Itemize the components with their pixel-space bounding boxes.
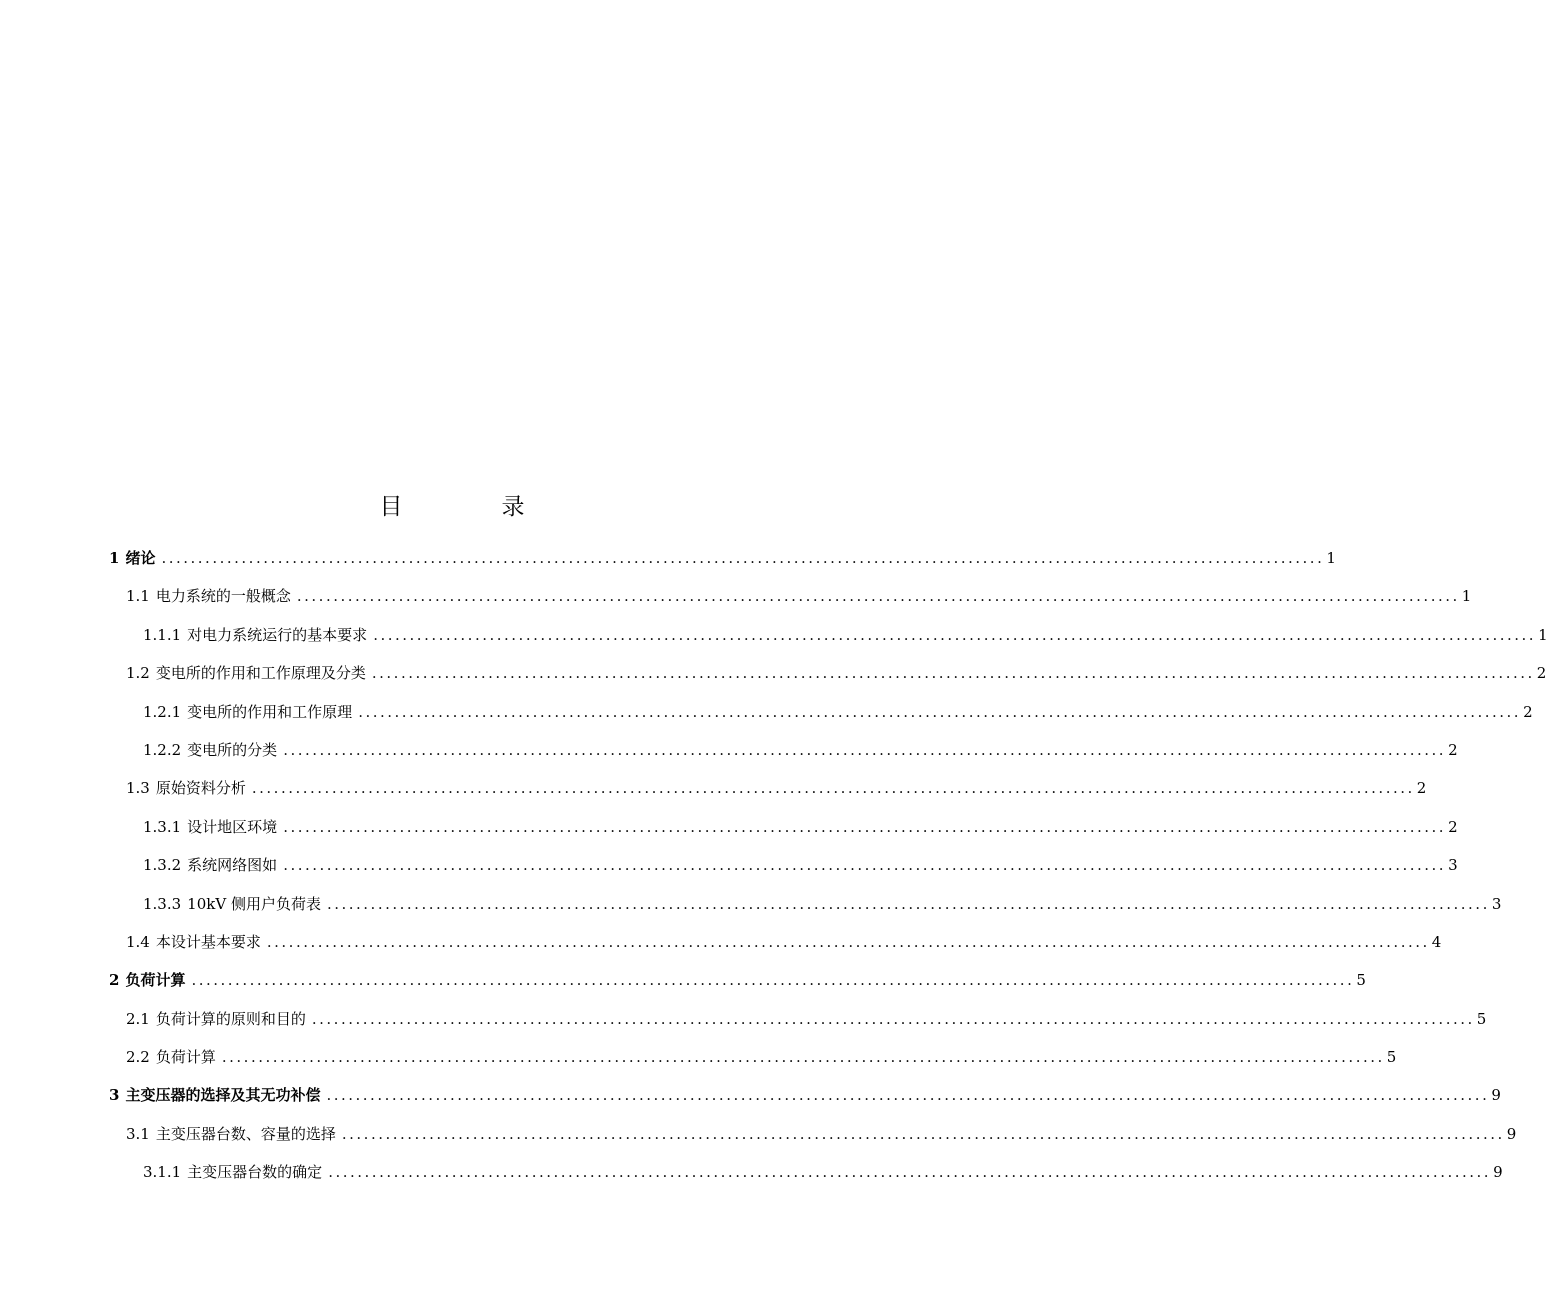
toc-dot-leader: ................................................................................................................................................................ (296, 587, 1460, 606)
toc-entry-title: 本设计基本要求 (155, 932, 261, 951)
toc-entry-page-number: 1 (1461, 587, 1472, 606)
toc-entry-number: 1.2 (126, 664, 150, 683)
toc-entry[interactable] (126, 769, 1427, 807)
toc-entry-page-number: 2 (1416, 779, 1427, 798)
toc-entry-number: 1.3.3 (143, 894, 182, 913)
toc-entry[interactable] (126, 923, 1442, 961)
toc-entry-page-number: 1 (1326, 549, 1336, 567)
toc-dot-leader: ................................................................................................................................................................ (283, 740, 1447, 759)
toc-entry-page-number: 2 (1523, 702, 1533, 721)
table-of-contents (0, 539, 1548, 1192)
page-title: 目 录 (379, 494, 563, 520)
toc-entry[interactable] (126, 1038, 1397, 1076)
toc-entry-title: 变电所的作用和工作原理 (187, 702, 353, 721)
toc-entry-number: 1.4 (126, 932, 150, 951)
toc-entry-title: 系统网络图如 (187, 856, 278, 875)
toc-entry[interactable] (126, 654, 1547, 692)
toc-entry-page-number: 2 (1536, 664, 1547, 683)
toc-entry-page-number: 9 (1491, 1086, 1501, 1105)
toc-entry[interactable] (143, 731, 1458, 769)
toc-dot-leader: ................................................................................................................................................................ (161, 549, 1325, 567)
toc-entry-title: 设计地区环境 (187, 817, 278, 836)
toc-dot-leader: ................................................................................................................................................................ (251, 779, 1415, 798)
toc-entry-title: 绪论 (125, 549, 156, 567)
toc-entry[interactable] (126, 1115, 1517, 1153)
toc-entry-number: 1.3.2 (143, 856, 182, 875)
toc-entry-title: 对电力系统运行的基本要求 (187, 625, 368, 644)
toc-entry-page-number: 2 (1448, 817, 1458, 836)
toc-entry[interactable] (109, 1076, 1501, 1114)
toc-entry-title: 电力系统的一般概念 (155, 587, 291, 606)
toc-dot-leader: ................................................................................................................................................................ (358, 702, 1522, 721)
toc-entry-page-number: 5 (1356, 971, 1366, 990)
toc-entry-page-number: 9 (1493, 1163, 1503, 1182)
toc-entry-page-number: 5 (1386, 1048, 1397, 1067)
toc-entry-page-number: 2 (1448, 740, 1458, 759)
toc-entry[interactable] (126, 577, 1472, 615)
toc-entry[interactable] (143, 693, 1533, 731)
toc-entry-title: 变电所的分类 (187, 740, 278, 759)
toc-dot-leader: ................................................................................................................................................................ (221, 1048, 1385, 1067)
toc-entry-page-number: 3 (1448, 856, 1458, 875)
toc-entry-number: 3 (109, 1086, 120, 1105)
toc-entry-title: 变电所的作用和工作原理及分类 (155, 664, 366, 683)
toc-dot-leader: ................................................................................................................................................................ (371, 664, 1535, 683)
toc-entry-title: 主变压器台数、容量的选择 (155, 1124, 336, 1143)
toc-entry[interactable] (143, 1153, 1503, 1191)
toc-entry-page-number: 4 (1431, 932, 1442, 951)
toc-entry[interactable] (109, 539, 1336, 577)
toc-entry-page-number: 9 (1506, 1124, 1517, 1143)
toc-entry[interactable] (143, 885, 1502, 923)
toc-entry-page-number: 3 (1491, 894, 1502, 913)
toc-entry-number: 1.1.1 (143, 625, 182, 644)
toc-entry-number: 2.2 (126, 1048, 150, 1067)
toc-entry-number: 2 (109, 971, 120, 990)
toc-entry-title: 负荷计算 (125, 971, 186, 990)
toc-entry-number: 3.1.1 (143, 1163, 182, 1182)
toc-dot-leader: ................................................................................................................................................................ (373, 625, 1537, 644)
toc-entry[interactable] (109, 961, 1366, 999)
toc-entry-title: 主变压器台数的确定 (187, 1163, 323, 1182)
toc-entry[interactable] (143, 846, 1458, 884)
toc-dot-leader: ................................................................................................................................................................ (283, 856, 1447, 875)
toc-dot-leader: ................................................................................................................................................................ (266, 932, 1430, 951)
toc-entry-title: 10kV 侧用户负荷表 (187, 894, 321, 913)
toc-dot-leader: ................................................................................................................................................................ (283, 817, 1447, 836)
toc-entry-number: 1.3 (126, 779, 150, 798)
toc-entry-number: 2.1 (126, 1009, 150, 1028)
toc-entry-number: 3.1 (126, 1124, 150, 1143)
toc-entry-number: 1.1 (126, 587, 150, 606)
toc-entry[interactable] (126, 1000, 1487, 1038)
toc-entry-number: 1 (109, 549, 120, 567)
toc-entry-number: 1.3.1 (143, 817, 182, 836)
toc-entry-number: 1.2.2 (143, 740, 182, 759)
toc-entry-title: 负荷计算的原则和目的 (155, 1009, 306, 1028)
toc-entry-number: 1.2.1 (143, 702, 182, 721)
toc-dot-leader: ................................................................................................................................................................ (326, 1086, 1490, 1105)
toc-entry-page-number: 1 (1538, 625, 1548, 644)
toc-entry-title: 原始资料分析 (155, 779, 246, 798)
toc-entry-title: 主变压器的选择及其无功补偿 (125, 1086, 321, 1105)
toc-dot-leader: ................................................................................................................................................................ (311, 1009, 1475, 1028)
toc-entry-page-number: 5 (1476, 1009, 1487, 1028)
toc-entry[interactable] (143, 808, 1458, 846)
toc-entry[interactable] (143, 616, 1548, 654)
toc-entry-title: 负荷计算 (155, 1048, 216, 1067)
toc-dot-leader: ................................................................................................................................................................ (341, 1124, 1505, 1143)
toc-dot-leader: ................................................................................................................................................................ (191, 971, 1355, 990)
toc-dot-leader: ................................................................................................................................................................ (328, 1163, 1492, 1182)
toc-dot-leader: ................................................................................................................................................................ (326, 894, 1490, 913)
